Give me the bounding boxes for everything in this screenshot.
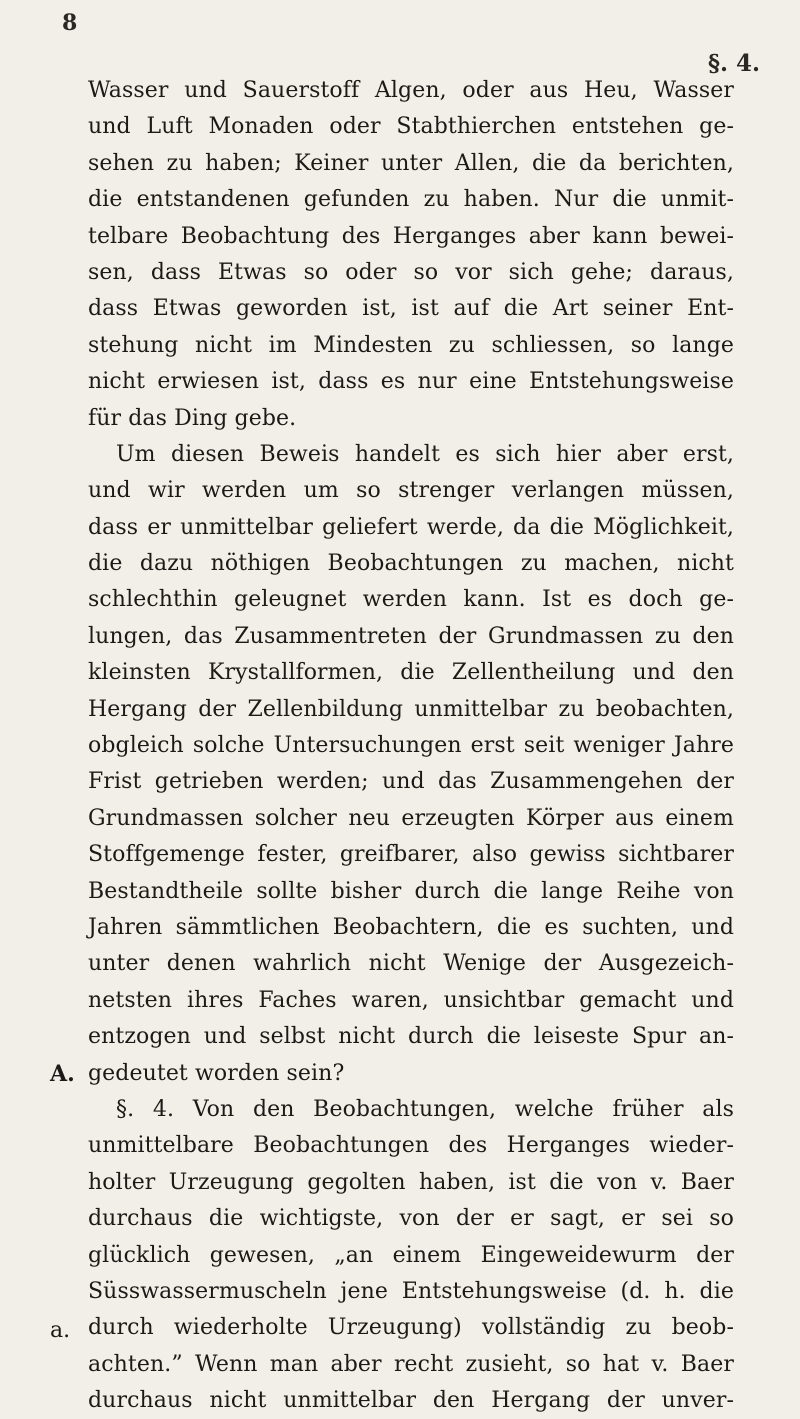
text-line: schlechthin geleugnet werden kann. Ist es doch ge-	[88, 587, 734, 613]
text-line: und Luft Monaden oder Stabthierchen entstehen ge-	[88, 114, 734, 140]
text-line: achten.” Wenn man aber recht zusieht, so hat v. Baer	[88, 1351, 734, 1377]
text-line: Süsswassermuscheln jene Entstehungsweise (d. h. die	[88, 1278, 734, 1304]
text-line: dass Etwas geworden ist, ist auf die Art seiner Ent-	[88, 296, 734, 322]
text-line: Hergang der Zellenbildung unmittelbar zu beobachten,	[88, 696, 734, 722]
text-line: Frist getrieben werden; und das Zusammengehen der	[88, 769, 734, 795]
text-line: Bestandtheile sollte bisher durch die lange Reihe von	[88, 878, 734, 904]
text-line: nicht erwiesen ist, dass es nur eine Entstehungsweise	[88, 369, 734, 395]
section-heading-line: §. 4. Von den Beobachtungen, welche früher als	[116, 1096, 734, 1122]
page-number: 8	[62, 10, 78, 36]
text-line: stehung nicht im Mindesten zu schliessen, so lange	[88, 332, 734, 358]
text-line: telbare Beobachtung des Herganges aber kann bewei-	[88, 223, 734, 249]
text-line: Grundmassen solcher neu erzeugten Körper aus einem	[88, 805, 734, 831]
text-line: unter denen wahrlich nicht Wenige der Ausgezeich-	[88, 951, 734, 977]
running-head-section: §. 4.	[708, 50, 761, 77]
text-line: die dazu nöthigen Beobachtungen zu machen, nicht	[88, 551, 734, 577]
text-line: gedeutet worden sein?	[88, 1060, 345, 1086]
text-line: Jahren sämmtlichen Beobachtern, die es suchten, und	[88, 914, 734, 940]
text-line: die entstandenen gefunden zu haben. Nur die unmit-	[88, 187, 734, 213]
text-line: Stoffgemenge fester, greifbarer, also gewiss sichtbarer	[88, 842, 734, 868]
text-line: durchaus nicht unmittelbar den Hergang der unver-	[88, 1388, 734, 1414]
margin-note-a-upper: A.	[50, 1061, 75, 1087]
text-line: für das Ding gebe.	[88, 405, 297, 431]
text-line: Wasser und Sauerstoff Algen, oder aus Heu, Wasser	[88, 78, 734, 103]
text-line: sen, dass Etwas so oder so vor sich gehe; daraus,	[88, 259, 734, 285]
margin-note-a-lower: a.	[50, 1318, 71, 1343]
text-line: und wir werden um so strenger verlangen müssen,	[88, 478, 734, 504]
text-line: unmittelbare Beobachtungen des Herganges wieder-	[88, 1133, 734, 1159]
body-text	[88, 73, 734, 1419]
text-line: netsten ihres Faches waren, unsichtbar gemacht und	[88, 987, 734, 1013]
text-line: kleinsten Krystallformen, die Zellentheilung und den	[88, 660, 734, 686]
text-line: durch wiederholte Urzeugung) vollständig zu beob-	[88, 1315, 734, 1341]
text-line: glücklich gewesen, „an einem Eingeweidewurm der	[88, 1242, 734, 1268]
text-line: dass er unmittelbar geliefert werde, da die Möglichkeit,	[88, 514, 734, 540]
text-line: obgleich solche Untersuchungen erst seit weniger Jahre	[88, 733, 734, 759]
text-line: holter Urzeugung gegolten haben, ist die von v. Baer	[88, 1169, 734, 1195]
text-line: entzogen und selbst nicht durch die leiseste Spur an-	[88, 1024, 734, 1050]
text-line: lungen, das Zusammentreten der Grundmassen zu den	[88, 623, 734, 649]
paragraph-start-line: Um diesen Beweis handelt es sich hier aber erst,	[116, 441, 734, 467]
text-line: durchaus die wichtigste, von der er sagt, er sei so	[88, 1206, 734, 1232]
text-line: sehen zu haben; Keiner unter Allen, die da berichten,	[88, 150, 734, 176]
